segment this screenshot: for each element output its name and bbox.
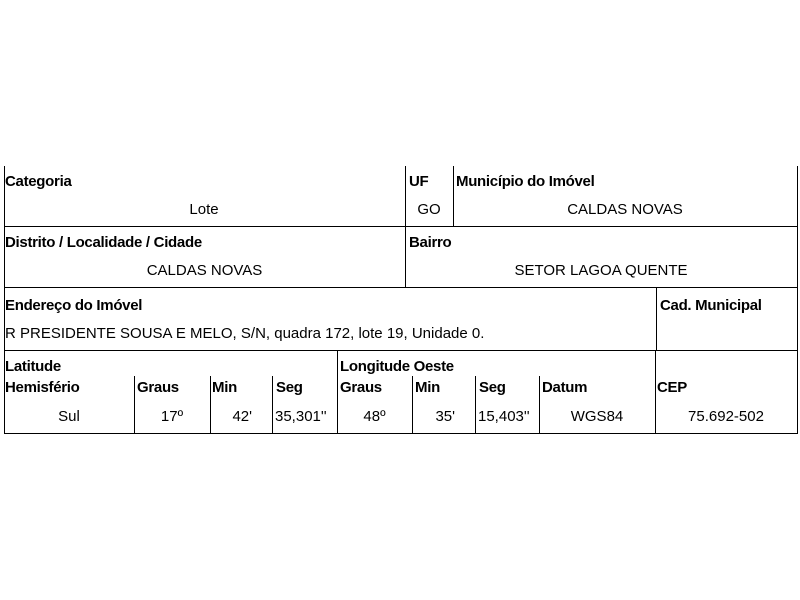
bairro-value: SETOR LAGOA QUENTE <box>514 262 688 279</box>
bairro-label: Bairro <box>409 234 452 251</box>
row4-divider-cep <box>655 350 656 433</box>
row1-divider-municipio <box>453 166 454 226</box>
lat-seg-value: 35,301'' <box>275 408 327 425</box>
lon-min-label: Min <box>415 379 440 396</box>
row4-divider-graus <box>134 376 135 433</box>
distrito-label: Distrito / Localidade / Cidade <box>5 234 202 251</box>
row4-divider-longitude <box>337 350 338 433</box>
uf-label: UF <box>409 173 429 190</box>
hemisferio-value: Sul <box>58 408 80 425</box>
row4-bottom-border <box>4 433 797 434</box>
row4-divider-datum <box>539 376 540 433</box>
lon-graus-value: 48º <box>363 408 386 425</box>
cep-label: CEP <box>657 379 687 396</box>
row4-divider-seg <box>272 376 273 433</box>
lon-min-value: 35' <box>435 408 455 425</box>
longitude-label: Longitude Oeste <box>340 358 454 375</box>
municipio-value: CALDAS NOVAS <box>567 201 683 218</box>
cad-municipal-label: Cad. Municipal <box>660 297 762 314</box>
uf-value: GO <box>417 201 441 218</box>
lat-graus-label: Graus <box>137 379 179 396</box>
row2-divider-bairro <box>405 226 406 287</box>
hemisferio-label: Hemisfério <box>5 379 80 396</box>
row4-divider-min <box>210 376 211 433</box>
row3-bottom-border <box>4 350 797 351</box>
municipio-label: Município do Imóvel <box>456 173 595 190</box>
lat-graus-value: 17º <box>160 408 184 425</box>
row3-divider-cad <box>656 287 657 350</box>
endereco-value: R PRESIDENTE SOUSA E MELO, S/N, quadra 172, lote 19, Unidade 0. <box>5 325 485 342</box>
row1-bottom-border <box>4 226 797 227</box>
categoria-value: Lote <box>189 201 219 218</box>
cep-value: 75.692-502 <box>688 408 764 425</box>
lat-min-label: Min <box>212 379 237 396</box>
lon-graus-label: Graus <box>340 379 382 396</box>
lat-min-value: 42' <box>232 408 252 425</box>
row2-bottom-border <box>4 287 797 288</box>
datum-label: Datum <box>542 379 588 396</box>
distrito-value: CALDAS NOVAS <box>146 262 263 279</box>
categoria-label: Categoria <box>5 173 72 190</box>
table-left-border <box>4 166 5 434</box>
latitude-label: Latitude <box>5 358 61 375</box>
row4-divider-lon-min <box>412 376 413 433</box>
row1-divider-uf <box>405 166 406 226</box>
lon-seg-value: 15,403'' <box>478 408 530 425</box>
endereco-label: Endereço do Imóvel <box>5 297 143 314</box>
lat-seg-label: Seg <box>276 379 303 396</box>
row4-divider-lon-seg <box>475 376 476 433</box>
table-right-border <box>797 166 798 434</box>
datum-value: WGS84 <box>570 408 624 425</box>
lon-seg-label: Seg <box>479 379 506 396</box>
